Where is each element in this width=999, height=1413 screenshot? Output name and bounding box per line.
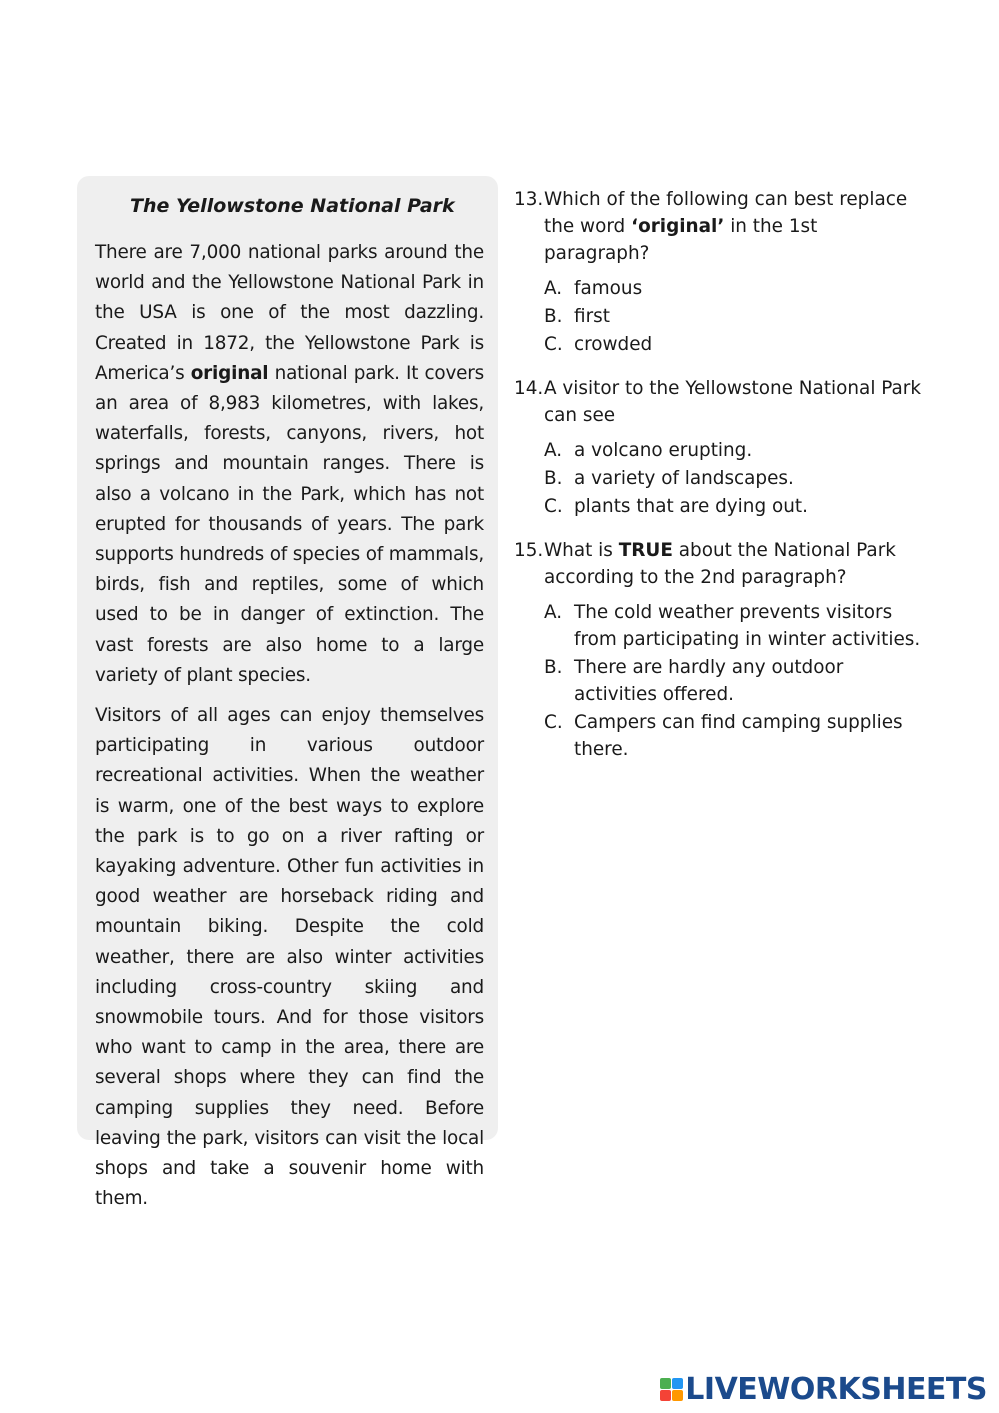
question-text: Which of the following can best replace the word ‘original’ in the 1st paragraph? [544,189,908,264]
keyword-original: original [190,362,269,384]
question-text: What is TRUE about the National Park according to the 2nd paragraph? [544,540,896,588]
question-number: 15. [514,540,544,561]
option-a[interactable]: A. The cold weather prevents visitors from participating in winter activities. [544,602,921,650]
questions-list [514,186,924,780]
question-number: 14. [514,378,544,399]
question-number: 13. [514,189,544,210]
passage-paragraph-2: Visitors of all ages can enjoy themselves participating in various outdoor recreational activities. When the weather is warm, one of the best ways to explore the park is to go on a river rafting or kayaking adventure. Other fun activities in good weather are horseback riding and mountain biking. Despite the cold weather, there are also winter activities including cross-country skiing and snowmobile tours. And for those visitors who want to camp in the area, there are several shops where they can find the camping supplies they need. Before leaving the park, visitors can visit the local shops and take a souvenir home with them. [95,705,484,1210]
option-a[interactable]: A. famous [544,278,643,299]
option-b[interactable]: B. a variety of landscapes. [544,468,794,489]
option-b[interactable]: B. first [544,306,610,327]
passage-paragraph-1: There are 7,000 national parks around the world and the Yellowstone National Park in the USA is one of the most dazzling. Created in 1872, the Yellowstone Park is America’s original national park. It covers an area of 8,983 kilometres, with lakes, waterfalls, forests, canyons, rivers, hot springs and mountain ranges. There is also a volcano in the Park, which has not erupted for thousands of years. The park supports hundreds of species of mammals, birds, fish and reptiles, some of which used to be in danger of extinction. The vast forests are also home to a large variety of plant species. [95,242,484,686]
question-14 [514,375,924,520]
question-text: A visitor to the Yellowstone National Park can see [544,378,922,426]
option-c[interactable]: C. crowded [544,334,653,355]
liveworksheets-icon [660,1378,683,1401]
option-a[interactable]: A. a volcano erupting. [544,440,753,461]
question-15 [514,537,924,763]
option-c[interactable]: C. Campers can find camping supplies there. [544,712,903,760]
logo-text: LIVEWORKSHEETS [685,1371,987,1407]
liveworksheets-logo [660,1371,987,1407]
passage-title: The Yellowstone National Park [130,195,455,217]
question-13 [514,186,924,358]
option-b[interactable]: B. There are hardly any outdoor activities offered. [544,657,844,705]
option-c[interactable]: C. plants that are dying out. [544,496,808,517]
reading-passage [77,176,498,1210]
